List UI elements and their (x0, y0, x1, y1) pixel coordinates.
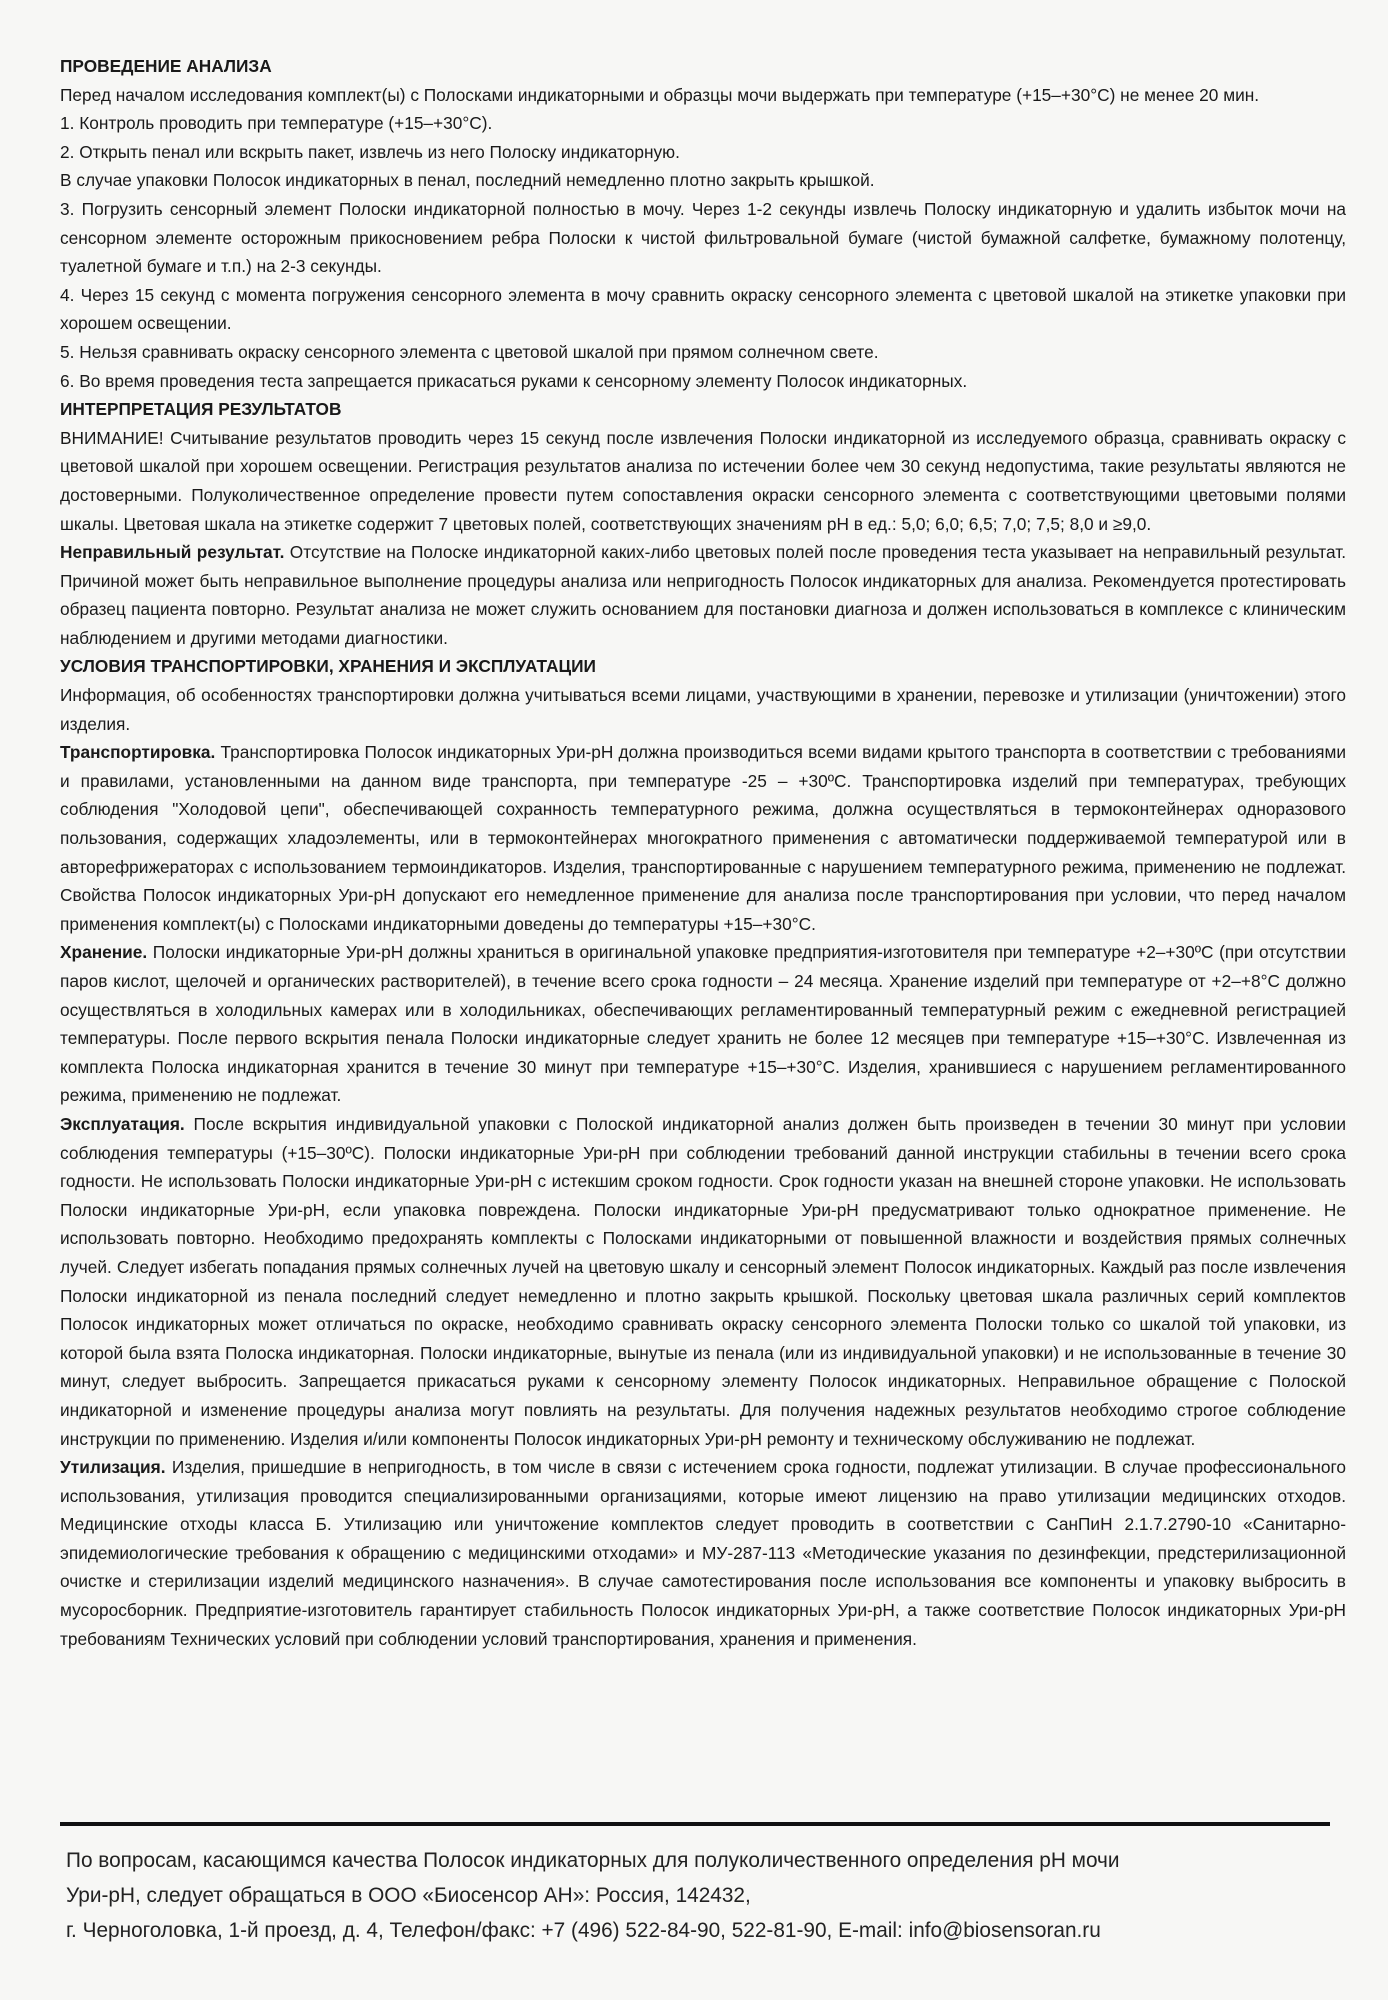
footer-line-3: г. Черноголовка, 1-й проезд, д. 4, Телефон/факс: +7 (496) 522-84-90, 522-81-90, E-mail: info@biosensoran.ru (66, 1919, 1101, 1942)
section-heading-interpretation: ИНТЕРПРЕТАЦИЯ РЕЗУЛЬТАТОВ (60, 399, 342, 420)
section-heading-conditions: УСЛОВИЯ ТРАНСПОРТИРОВКИ, ХРАНЕНИЯ И ЭКСПЛУАТАЦИИ (60, 656, 596, 677)
analysis-paragraph: Перед началом исследования комплект(ы) с Полосками индикаторными и образцы мочи выдержать при температуре (+15–+30°С) не менее 20 мин. (60, 84, 1260, 105)
analysis-step-5: 5. Нельзя сравнивать окраску сенсорного элемента с цветовой шкалой при прямом солнечном свете. (60, 341, 879, 362)
storage-label: Хранение. (60, 942, 148, 963)
operation-text: После вскрытия индивидуальной упаковки с Полоской индикаторной анализ должен быть произведен в течении 30 минут при условии соблюдения температуры (+15–30ºС). Полоски индикаторные Ури-рН при соблюдении требований данной инструкции стабильны в течении всего срока годности. Не использовать Полоски индикаторные Ури-рН с истекшим сроком годности. Срок годности указан на внешней стороне упаковки. Не использовать Полоски индикаторные Ури-рН, если упаковка повреждена. Полоски индикаторные Ури-рН предусматривают только однократное применение. Не использовать повторно. Необходимо предохранять комплекты с Полосками индикаторными от повышенной влажности и воздействия прямых солнечных лучей. Следует избегать попадания прямых солнечных лучей на цветовую шкалу и сенсорный элемент Полосок индикаторных. Каждый раз после извлечения Полоски индикаторной из пенала последний следует немедленно и плотно закрыть крышкой. Поскольку цветовая шкала различных серий комплектов Полосок индикаторных может отличаться по окраске, необходимо сравнивать окраску сенсорного элемента Полоски только со шкалой той упаковки, из которой была взята Полоска индикаторная. Полоски индикаторные, вынутые из пенала (или из индивидуальной упаковки) и не использованные в течение 30 минут, следует выбросить. Запрещается прикасаться руками к сенсорному элементу Полосок индикаторных. Неправильное обращение с Полоской индикаторной и изменение процедуры анализа могут повлиять на результаты. Для получения надежных результатов необходимо строгое соблюдение инструкции по применению. Изделия и/или компоненты Полосок индикаторных Ури-рН ремонту и техническому обслуживанию не подлежат. (60, 1113, 1346, 1449)
analysis-step-1: 1. Контроль проводить при температуре (+15–+30°С). (60, 113, 493, 134)
interpretation-attention: ВНИМАНИЕ! Считывание результатов проводить через 15 секунд после извлечения Полоски индикаторной из исследуемого образца, сравнивать окраску с цветовой шкалой при хорошем освещении. Регистрация результатов анализа по истечении более чем 30 секунд недопустима, такие результаты являются не достоверными. Полуколичественное определение провести путем сопоставления окраски сенсорного элемента с соответствующими цветовыми полями шкалы. Цветовая шкала на этикетке содержит 7 цветовых полей, соответствующих значениям рН в ед.: 5,0; 6,0; 6,5; 7,0; 7,5; 8,0 и ≥9,0. (60, 427, 1346, 534)
storage-text: Полоски индикаторные Ури-рН должны храниться в оригинальной упаковке предприятия-изготовителя при температуре +2–+30ºС (при отсутствии паров кислот, щелочей и органических растворителей), в течение всего срока годности – 24 месяца. Хранение изделий при температуре от +2–+8°С должно осуществляться в холодильных камерах или в холодильниках, обеспечивающих регламентированный температурный режим с ежедневной регистрацией температуры. После первого вскрытия пенала Полоски индикаторные следует хранить не более 12 месяцев при температуре +15–+30°С. Извлеченная из комплекта Полоска индикаторная хранится в течение 30 минут при температуре +15–+30°С. Изделия, хранившиеся с нарушением регламентированного режима, применению не подлежат. (60, 942, 1346, 1106)
transport-text: Транспортировка Полосок индикаторных Ури-рН должна производиться всеми видами крытого транспорта в соответствии с требованиями и правилами, установленными на данном виде транспорта, при температуре -25 – +30ºС. Транспортировка изделий при температурах, требующих соблюдения "Холодовой цепи", обеспечивающей сохранность температурного режима, должна осуществляться в термоконтейнерах одноразового пользования, содержащих хладоэлементы, или в термоконтейнерах многократного применения с автоматически поддерживаемой температурой или в авторефрижераторах с использованием термоиндикаторов. Изделия, транспортированные с нарушением температурного режима, применению не подлежат. Свойства Полосок индикаторных Ури-рН допускают его немедленное применение для анализа после транспортирования при условии, что перед началом применения комплект(ы) с Полосками индикаторными доведены до температуры +15–+30°С. (60, 742, 1346, 934)
conditions-operation (60, 1110, 1346, 1453)
operation-label: Эксплуатация. (60, 1113, 185, 1134)
analysis-step-3: 3. Погрузить сенсорный элемент Полоски индикаторной полностью в мочу. Через 1-2 секунды извлечь Полоску индикаторную и удалить избыток мочи на сенсорном элементе осторожным прикосновением ребра Полоски к чистой фильтровальной бумаге (чистой бумажной салфетке, бумажному полотенцу, туалетной бумаге и т.п.) на 2-3 секунды. (60, 198, 1346, 277)
section-heading-analysis: ПРОВЕДЕНИЕ АНАЛИЗА (60, 56, 272, 76)
disposal-label: Утилизация. (60, 1457, 166, 1478)
conditions-disposal (60, 1453, 1346, 1653)
disposal-text: Изделия, пришедшие в непригодность, в том числе в связи с истечением срока годности, подлежат утилизации. В случае профессионального использования, утилизация проводится специализированными организациями, которые имеют лицензию на право утилизации медицинских отходов. Медицинские отходы класса Б. Утилизацию или уничтожение комплектов следует проводить в соответствии с СанПиН 2.1.7.2790-10 «Санитарно-эпидемиологические требования к обращению с медицинскими отходами» и МУ-287-113 «Методические указания по дезинфекции, предстерилизационной очистке и стерилизации изделий медицинского назначения». В случае самотестирования после использования все компоненты и упаковку выбросить в мусоросборник. Предприятие-изготовитель гарантирует стабильность Полосок индикаторных Ури-рН, а также соответствие Полосок индикаторных Ури-рН требованиям Технических условий при соблюдении условий транспортирования, хранения и применения. (60, 1457, 1346, 1649)
wrong-result-label: Неправильный результат. (60, 542, 285, 563)
contact-footer (66, 1843, 1346, 1948)
analysis-note: В случае упаковки Полосок индикаторных в пенал, последний немедленно плотно закрыть крышкой. (60, 170, 875, 191)
conditions-transport (60, 738, 1346, 938)
footer-line-2: Ури-рН, следует обращаться в ООО «Биосенсор АН»: Россия, 142432, (66, 1884, 751, 1907)
footer-line-1: По вопросам, касающимся качества Полосок индикаторных для полуколичественного определения pH мочи (66, 1849, 1120, 1872)
conditions-storage (60, 938, 1346, 1110)
wrong-result-text: Отсутствие на Полоске индикаторной каких-либо цветовых полей после проведения теста указывает на неправильный результат. Причиной может быть неправильное выполнение процедуры анализа или непригодность Полосок индикаторных для анализа. Рекомендуется протестировать образец пациента повторно. Результат анализа не может служить основанием для постановки диагноза и должен использоваться в комплексе с клиническим наблюдением и другими методами диагностики. (60, 542, 1346, 648)
analysis-step-6: 6. Во время проведения теста запрещается прикасаться руками к сенсорному элементу Полосок индикаторных. (60, 370, 968, 391)
conditions-intro: Информация, об особенностях транспортировки должна учитываться всеми лицами, участвующими в хранении, перевозке и утилизации (уничтожении) этого изделия. (60, 685, 1346, 734)
interpretation-wrong-result (60, 538, 1346, 652)
analysis-step-2: 2. Открыть пенал или вскрыть пакет, извлечь из него Полоску индикаторную. (60, 141, 680, 162)
analysis-step-4: 4. Через 15 секунд с момента погружения сенсорного элемента в мочу сравнить окраску сенсорного элемента с цветовой шкалой на этикетке упаковки при хорошем освещении. (60, 284, 1346, 334)
instructions-body (60, 52, 1346, 1653)
footer-divider (60, 1822, 1330, 1826)
transport-label: Транспортировка. (60, 742, 216, 763)
